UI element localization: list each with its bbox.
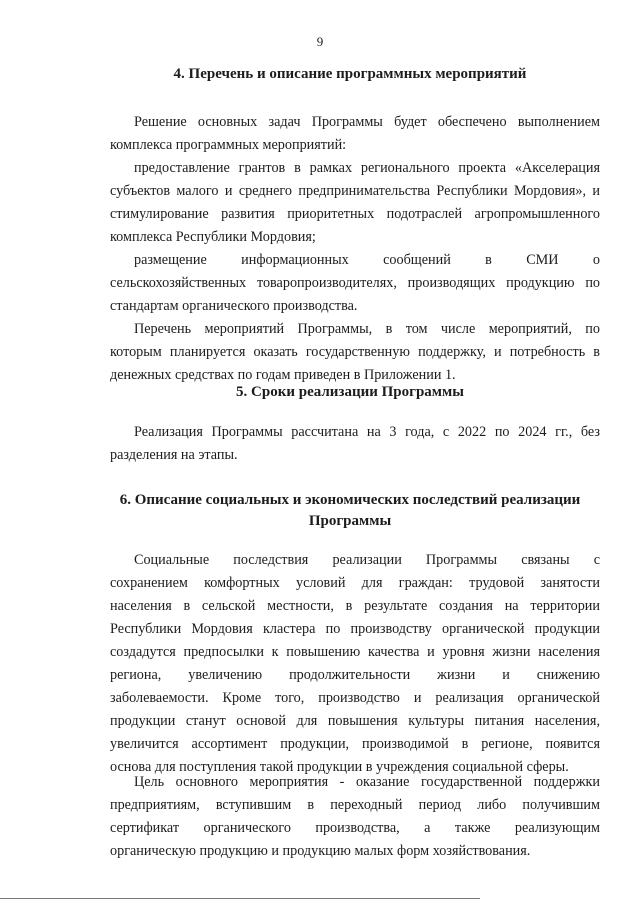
section-5-title: 5. Сроки реализации Программы xyxy=(236,384,464,400)
s6-p2-line-4: органическую продукцию и продукцию малых форм хозяйствования. xyxy=(110,843,531,859)
s6-p1-line-8: продукции станут основой для повышения культуры питания населения, xyxy=(110,713,600,729)
section-6-title-line-2: Программы xyxy=(308,513,392,529)
section-6-paragraph-1 xyxy=(110,549,600,779)
s6-p1-line-1: Социальные последствия реализации Программы связаны с xyxy=(134,552,600,568)
section-6-title xyxy=(100,490,600,532)
s4-line-7: размещение информационных сообщений в СМИ о xyxy=(134,252,600,268)
s4-line-6: комплекса Республики Мордовия; xyxy=(110,229,316,245)
s4-line-8: сельскохозяйственных товаропроизводителях, производящих продукцию по xyxy=(110,275,600,291)
section-6-paragraph-2 xyxy=(110,771,600,863)
s6-p1-line-4: Республики Мордовия кластера по производству органической продукции xyxy=(110,621,600,637)
s4-line-1: Решение основных задач Программы будет обеспечено выполнением xyxy=(134,114,600,130)
s5-line-1: Реализация Программы рассчитана на 3 года, с 2022 по 2024 гг., без xyxy=(134,424,600,440)
s4-line-3: предоставление грантов в рамках регионального проекта «Акселерация xyxy=(134,160,600,176)
s6-p2-line-1: Цель основного мероприятия - оказание государственной поддержки xyxy=(134,774,600,790)
s4-line-4: субъектов малого и среднего предпринимательства Республики Мордовия», и xyxy=(110,183,600,199)
s6-p1-line-9: увеличится ассортимент продукции, производимой в регионе, появится xyxy=(110,736,600,752)
section-5-body xyxy=(110,421,600,467)
s6-p2-line-3: сертификат органического производства, а также реализующим xyxy=(110,820,600,836)
s4-line-9: стандартам органического производства. xyxy=(110,298,358,314)
s6-p1-line-6: региона, увеличению продолжительности жизни и снижению xyxy=(110,667,600,683)
s6-p1-line-3: населения в сельской местности, в результате создания на территории xyxy=(110,598,600,614)
section-4-body xyxy=(110,111,600,387)
s4-line-2: комплекса программных мероприятий: xyxy=(110,137,347,153)
s6-p1-line-2: сохранением комфортных условий для граждан: трудовой занятости xyxy=(110,575,600,591)
section-4-title: 4. Перечень и описание программных мероприятий xyxy=(173,66,527,82)
s6-p2-line-2: предприятиям, вступившим в переходный период либо получившим xyxy=(110,797,600,813)
section-6-title-line-1: 6. Описание социальных и экономических последствий реализации xyxy=(119,492,581,508)
s5-line-2: разделения на этапы. xyxy=(110,447,238,463)
page-number: 9 xyxy=(316,34,324,49)
s6-p1-line-5: создадутся предпосылки к повышению качества и уровня жизни населения xyxy=(110,644,600,660)
s6-p1-line-10: основа для поступления такой продукции в учреждения социальной сферы. xyxy=(110,759,569,775)
s4-line-12: денежных средствах по годам приведен в Приложении 1. xyxy=(110,367,456,383)
s4-line-5: стимулирование развития приоритетных подотраслей агропромышленного xyxy=(110,206,600,222)
bottom-divider xyxy=(0,898,480,899)
s4-line-10: Перечень мероприятий Программы, в том числе мероприятий, по xyxy=(134,321,600,337)
s6-p1-line-7: заболеваемости. Кроме того, производство и реализация органической xyxy=(110,690,600,706)
s4-line-11: которым планируется оказать государственную поддержку, и потребность в xyxy=(110,344,600,360)
